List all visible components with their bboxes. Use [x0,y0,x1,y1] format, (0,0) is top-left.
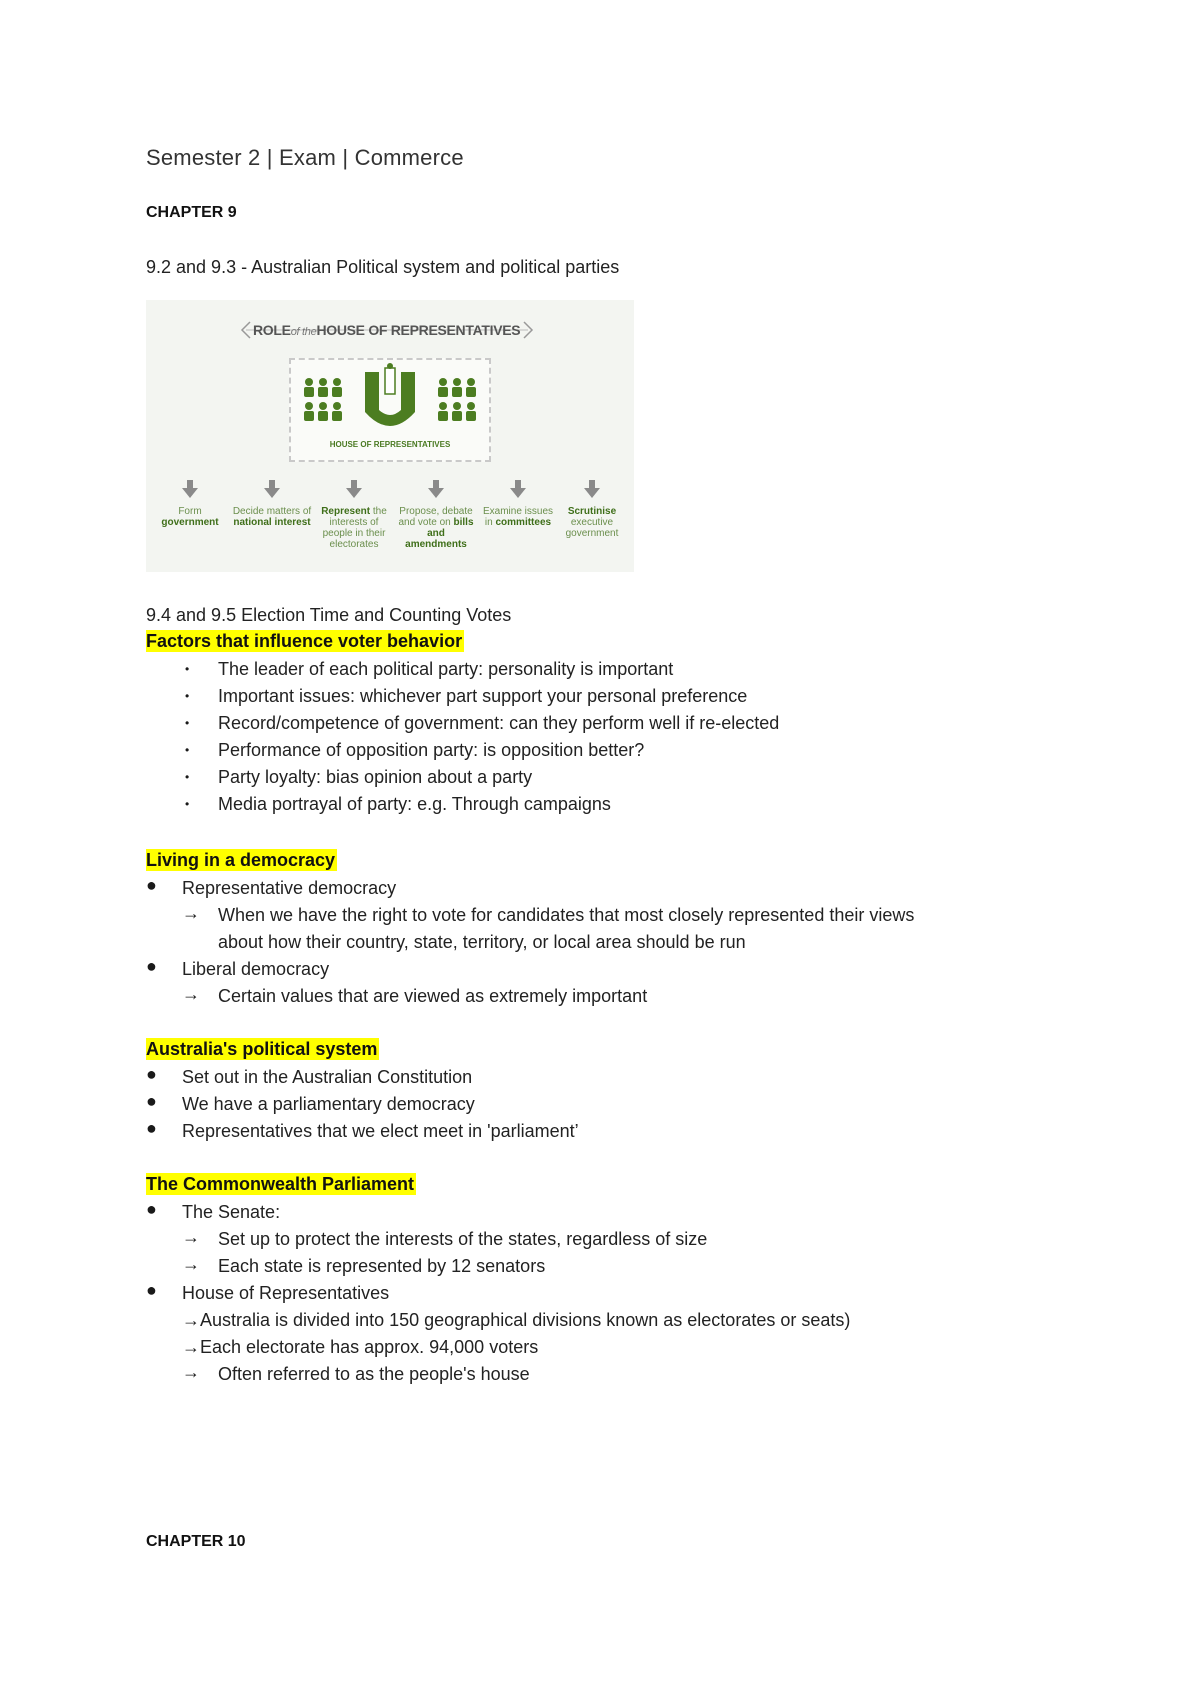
bullet-icon: ● [146,1091,157,1111]
democracy-heading: Living in a democracy [146,850,336,870]
section-9-2-heading: 9.2 and 9.3 - Australian Political system and political parties [146,257,620,277]
arrow-icon: → [182,1254,200,1274]
list-item: Important issues: whichever part support your personal preference [218,686,748,706]
factors-heading: Factors that influence voter behavior [146,631,463,651]
list-item: The leader of each political party: personality is important [218,659,674,679]
bullet-icon: • [185,689,190,703]
list-subitem: Certain values that are viewed as extremely important [218,986,648,1006]
list-subitem: →Australia is divided into 150 geographical divisions known as electorates or seats) [182,1310,851,1330]
role-committees: Examine issues in committees [478,480,558,528]
members-left-icon [304,378,342,421]
list-item: Liberal democracy [182,959,330,979]
role-form-government: Form government [150,480,230,528]
section-9-4-heading: 9.4 and 9.5 Election Time and Counting Votes [146,605,512,625]
house-of-representatives-infographic [146,300,634,572]
down-arrow-icon [428,480,444,498]
page-title: Semester 2 | Exam | Commerce [146,145,464,170]
down-arrow-icon [510,480,526,498]
list-subitem-continued: about how their country, state, territory, or local area should be run [218,932,746,952]
role-scrutinise: Scrutinise executive government [552,480,632,539]
arrow-icon: → [182,1362,200,1382]
political-system-heading: Australia's political system [146,1039,378,1059]
chapter-10-heading: CHAPTER 10 [146,1533,246,1550]
bullet-icon: ● [146,1064,157,1084]
list-subitem: →Each electorate has approx. 94,000 voters [182,1337,539,1357]
role-represent-electorates: Represent the interests of people in their electorates [314,480,394,550]
list-item: Set out in the Australian Constitution [182,1067,473,1087]
list-item: Representative democracy [182,878,397,898]
list-subitem: Set up to protect the interests of the states, regardless of size [218,1229,708,1249]
bullet-icon: • [185,662,190,676]
down-arrow-icon [584,480,600,498]
bullet-icon: ● [146,1118,157,1138]
list-item: House of Representatives [182,1283,390,1303]
bullet-icon: • [185,770,190,784]
list-item: Party loyalty: bias opinion about a party [218,767,533,787]
list-item: Performance of opposition party: is opposition better? [218,740,645,760]
list-item: The Senate: [182,1202,281,1222]
list-subitem: Often referred to as the people's house [218,1364,530,1384]
list-item: Representatives that we elect meet in 'parliament’ [182,1121,579,1141]
bullet-icon: ● [146,956,157,976]
role-bills-amendments: Propose, debate and vote on bills and amendments [396,480,476,550]
down-arrow-icon [346,480,362,498]
bullet-icon: • [185,743,190,757]
list-item: Media portrayal of party: e.g. Through campaigns [218,794,611,814]
chapter-9-heading: CHAPTER 9 [146,204,237,221]
list-subitem: Each state is represented by 12 senators [218,1256,546,1276]
bullet-icon: • [185,797,190,811]
list-item: We have a parliamentary democracy [182,1094,475,1114]
infographic-title: ROLEof theHOUSE OF REPRESENTATIVES [253,322,521,338]
parliament-heading: The Commonwealth Parliament [146,1174,415,1194]
chamber-box [289,358,491,462]
bullet-icon: ● [146,1280,157,1300]
bullet-icon: • [185,716,190,730]
arrow-icon: → [182,984,200,1004]
chamber-illustration [291,360,489,440]
role-national-interest: Decide matters of national interest [232,480,312,528]
list-item: Record/competence of government: can they perform well if re-elected [218,713,780,733]
bullet-icon: ● [146,875,157,895]
arrow-icon: → [182,903,200,923]
down-arrow-icon [182,480,198,498]
speaker-icon [385,368,395,394]
arrow-icon: → [182,1227,200,1247]
members-right-icon [438,378,476,421]
bullet-icon: ● [146,1199,157,1219]
chamber-label: HOUSE OF REPRESENTATIVES [329,440,451,449]
list-subitem: When we have the right to vote for candidates that most closely represented their views [218,905,915,925]
down-arrow-icon [264,480,280,498]
